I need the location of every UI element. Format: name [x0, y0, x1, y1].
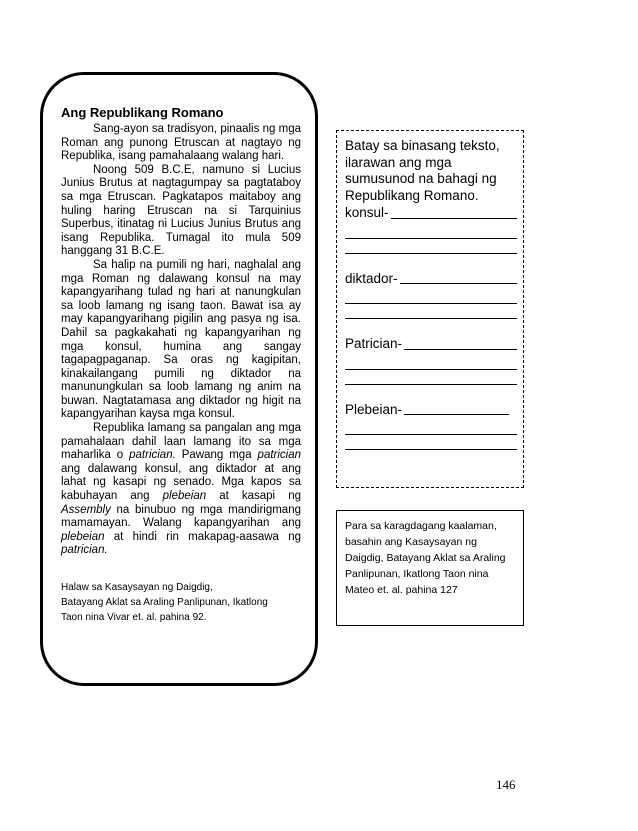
reading-title: Ang Republikang Romano — [61, 105, 224, 120]
plebeian-label: Plebeian- — [345, 401, 403, 417]
task-panel — [345, 138, 517, 450]
plebeian-answer-row[interactable] — [345, 402, 517, 419]
answer-line[interactable] — [404, 414, 509, 415]
answer-line[interactable] — [345, 238, 517, 239]
reading-passage — [61, 105, 301, 625]
paragraph-1: Sang-ayon sa tradisyon, pinaalis ng mga Roman ang punong Etruscan at nagtayo ng Republika, isang pamahalaang walang hari. — [61, 123, 301, 163]
answer-line[interactable] — [345, 384, 517, 385]
p4-text-b: Pawang mga — [175, 449, 258, 462]
p4-text-a: Republika lamang sa pangalan ang mga pamahalaan dahil laan lamang ito sa mga maharlika o — [61, 422, 301, 462]
source-line: Halaw sa Kasaysayan ng Daigdig, — [61, 582, 213, 593]
p4-text-f: at hindi rin makapag-aasawa ng — [104, 530, 301, 543]
source-line: Batayang Aklat sa Araling Panlipunan, Ikatlong — [61, 597, 268, 608]
task-instruction: Batay sa binasang teksto, ilarawan ang mga sumusunod na bahagi ng Republikang Romano. — [345, 138, 500, 203]
page-number: 146 — [496, 777, 516, 792]
p4-text-d: at kasapi ng — [206, 490, 301, 503]
p4-term-plebeian: plebeian — [162, 490, 207, 503]
diktador-answer-row[interactable] — [345, 271, 517, 288]
konsul-answer-row[interactable] — [345, 205, 517, 222]
p4-term-patrician: patrician. — [129, 449, 176, 462]
answer-line[interactable] — [345, 449, 517, 450]
answer-line[interactable] — [345, 253, 517, 254]
answer-line[interactable] — [404, 349, 517, 350]
answer-line[interactable] — [400, 283, 517, 284]
p4-term-patrician: patrician. — [61, 544, 108, 557]
paragraph-3: Sa halip na pumili ng hari, naghalal ang mga Roman ng dalawang konsul na may kapangyarihang tulad ng hari at nanungkulan sa loob lamang ng isang taon. Bawat isa ay may kapangyarihang pigilin ang pasya ng isa. Dahil sa pagkakahati ng kapangyarihan ng mga konsul, humina ang sangay tagapagpaganap. Sa oras ng kagipitan, kinakailangang pumili ng diktador na manunungkulan sa loob lamang ng anim na buwan. Nagtatamasa ang diktador ng higit na kapangyarihan kaysa mga konsul. — [61, 258, 301, 421]
reference-note: Para sa karagdagang kaalaman, basahin ang Kasaysayan ng Daigdig, Batayang Aklat sa Araling Panlipunan, Ikatlong Taon nina Mateo et. al. pahina 127 — [345, 520, 506, 596]
p4-text-c: ang dalawang konsul, ang diktador at ang lahat ng kasapi ng senado. Mga kapos sa kabuhayan ang — [61, 462, 301, 503]
answer-line[interactable] — [391, 218, 517, 219]
answer-line[interactable] — [345, 318, 517, 319]
paragraph-4 — [61, 422, 301, 558]
konsul-label: konsul- — [345, 205, 389, 220]
p4-term-assembly: Assembly — [61, 503, 111, 516]
p4-text-e: na binubuo ng mga mandirigmang mamamayan. Walang kapangyarihan ang — [61, 503, 301, 530]
answer-line[interactable] — [345, 434, 517, 435]
diktador-label: diktador- — [345, 270, 398, 286]
source-line: Taon nina Vivar et. al. pahina 92. — [61, 612, 207, 623]
patrician-label: Patrician- — [345, 336, 403, 351]
p4-term-plebeian: plebeian — [61, 530, 105, 543]
source-citation — [61, 580, 301, 625]
answer-line[interactable] — [345, 303, 517, 304]
p4-term-patrician: patrician — [257, 449, 302, 462]
answer-line[interactable] — [345, 369, 517, 370]
patrician-answer-row[interactable] — [345, 336, 517, 353]
paragraph-2: Noong 509 B.C.E, namuno si Lucius Junius Brutus at nagtagumpay sa pagtataboy sa mga Etruscan. Pagkatapos maitaboy ang huling haring Etruscan na si Tarquinius Superbus, itinatag ni Lucius Junius Brutus ang isang Republika. Tumagal ito mula 509 hanggang 31 B.C.E. — [61, 163, 301, 258]
